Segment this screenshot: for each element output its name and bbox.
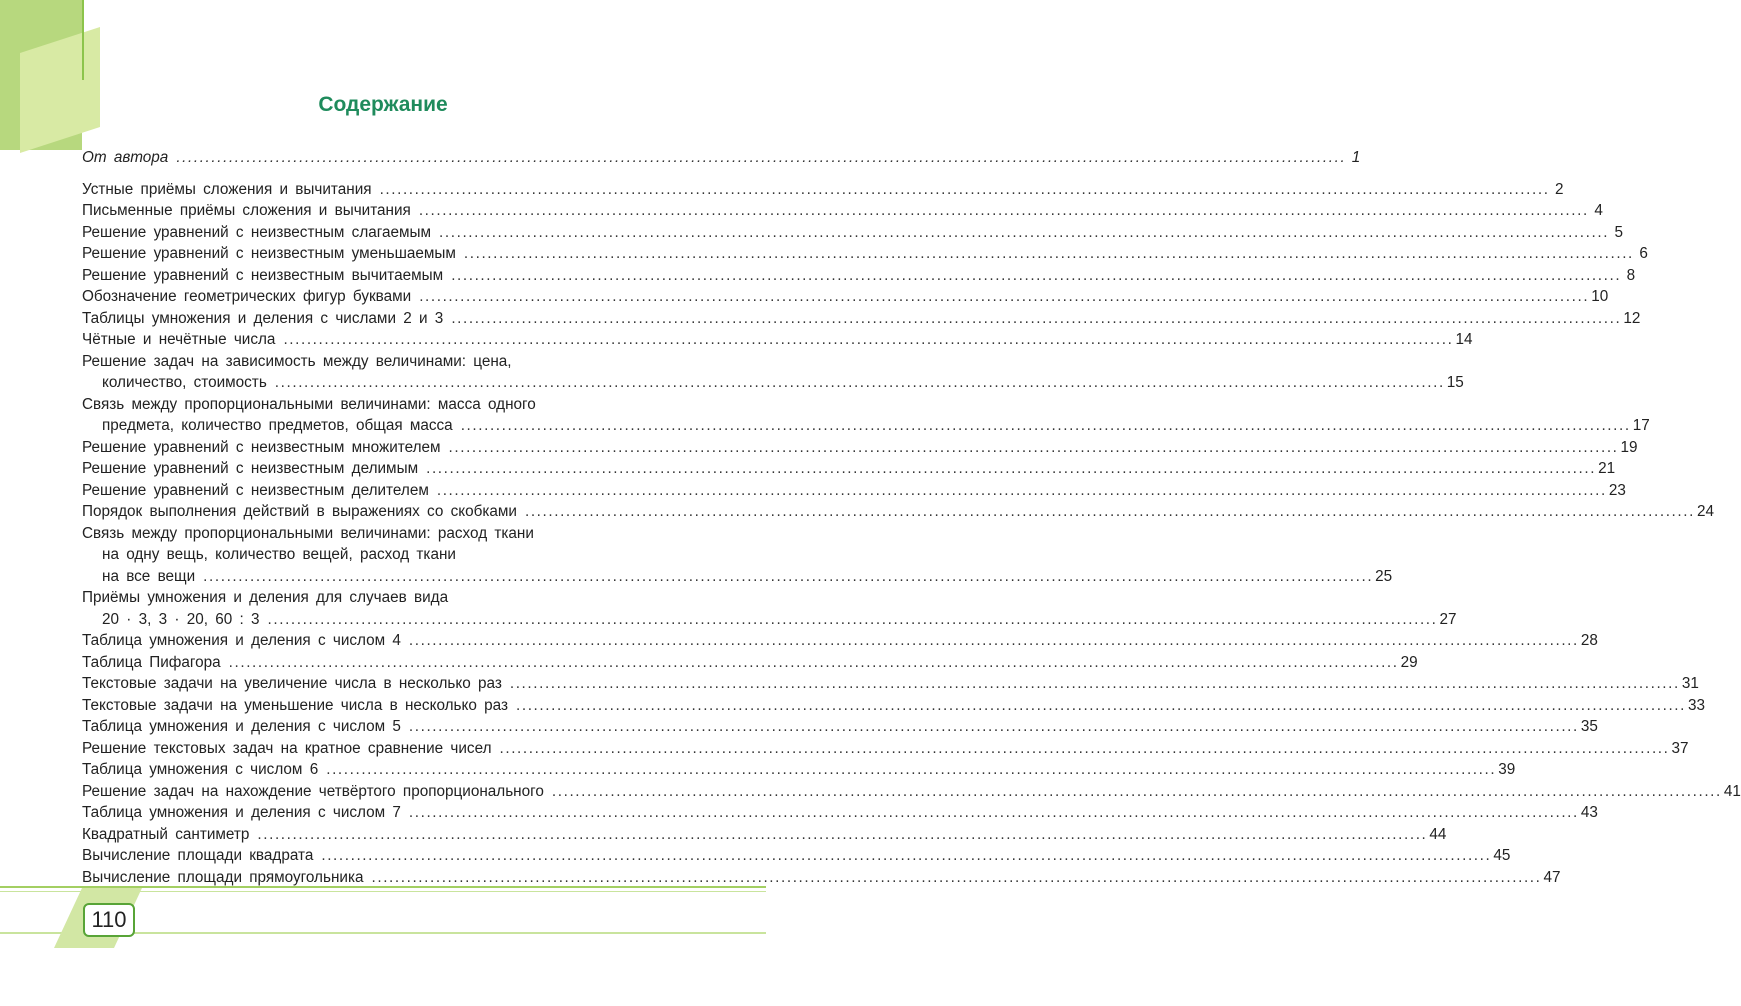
toc-entry[interactable]: [82, 329, 1473, 351]
toc-entry-line: Решение задач на зависимость между величинами: цена,: [82, 352, 512, 370]
toc-entry-row: [82, 824, 1447, 846]
toc-entry[interactable]: [82, 587, 1457, 630]
toc-entry-title: Чётные и нечётные числа: [82, 331, 276, 348]
toc-entry-title: Текстовые задачи на увеличение числа в несколько раз: [82, 675, 502, 692]
toc-entry-page: 31: [1681, 675, 1699, 692]
toc-leader-dots: ........................................................................................................................................................................................................: [460, 417, 1631, 434]
toc-leader-dots: ........................................................................................................................................................................................................: [499, 739, 1670, 757]
toc-entry[interactable]: [82, 781, 1741, 803]
toc-leader-dots: ........................................................................................................................................................................................................: [448, 438, 1619, 456]
toc-entry[interactable]: [82, 308, 1641, 330]
toc-entry[interactable]: [82, 437, 1638, 459]
page-number: 110: [83, 903, 135, 937]
toc-entry-page: 43: [1580, 804, 1598, 821]
toc-entry-row: [82, 738, 1689, 760]
toc-entry-row: [82, 695, 1706, 717]
toc-leader-dots: ........................................................................................................................................................................................................: [551, 782, 1722, 800]
toc-entry-row: [82, 329, 1473, 351]
toc-entry-title: Решение уравнений с неизвестным делимым: [82, 460, 419, 477]
toc-entry-row: [82, 437, 1638, 459]
toc-entry-title: Устные приёмы сложения и вычитания: [82, 180, 372, 198]
toc-leader-dots: ........................................................................................................................................................................................................: [326, 761, 1497, 778]
toc-entry-row: [82, 243, 1648, 265]
toc-entry[interactable]: [82, 759, 1516, 781]
toc-entry-title: предмета, количество предметов, общая масса: [102, 417, 453, 434]
toc-entry-row: [82, 781, 1741, 803]
toc-entry-title: Письменные приёмы сложения и вычитания: [82, 202, 411, 219]
toc-entry-page: 17: [1632, 417, 1650, 434]
toc-entry-page: 2: [1555, 180, 1564, 198]
toc-entry-page: 47: [1543, 868, 1561, 886]
toc-entry-page: 27: [1439, 610, 1457, 628]
toc-entry-title: Таблица умножения с числом 6: [82, 761, 319, 778]
toc-entry-page: 29: [1400, 653, 1418, 671]
toc-entry-title: Решение уравнений с неизвестным множителем: [82, 438, 441, 456]
toc-entry[interactable]: [82, 867, 1561, 889]
toc-entry[interactable]: [82, 716, 1598, 738]
toc-entry[interactable]: [82, 351, 1464, 394]
toc-leader-dots: ........................................................................................................................................................................................................: [451, 266, 1622, 284]
toc-entry-line: на одну вещь, количество вещей, расход ткани: [102, 546, 456, 563]
toc-entry[interactable]: [82, 265, 1636, 287]
toc-entry-title: Порядок выполнения действий в выражениях со скобками: [82, 503, 517, 520]
toc-entry-row: [82, 265, 1636, 287]
toc-entry-title: Таблицы умножения и деления с числами 2 и 3: [82, 309, 444, 327]
toc-leader-dots: ........................................................................................................................................................................................................: [257, 825, 1428, 843]
toc-entry-page: 37: [1671, 739, 1689, 757]
toc-leader-dots: ........................................................................................................................................................................................................: [463, 245, 1634, 262]
toc-entry-title: Решение уравнений с неизвестным вычитаемым: [82, 266, 444, 284]
toc-entry-title: Таблица Пифагора: [82, 653, 221, 671]
toc-entry-page: 24: [1696, 503, 1714, 520]
toc-entry[interactable]: [82, 200, 1603, 222]
toc-leader-dots: ........................................................................................................................................................................................................: [509, 675, 1680, 692]
toc-leader-dots: ........................................................................................................................................................................................................: [267, 610, 1438, 628]
toc-entry-row: [82, 716, 1598, 738]
toc-entry-row: [82, 630, 1598, 652]
toc-entry-page: 23: [1608, 481, 1626, 499]
toc-entry[interactable]: [82, 458, 1616, 480]
toc-entry-row: [82, 501, 1714, 523]
toc-entry[interactable]: [82, 480, 1626, 502]
toc-entry-title: Решение уравнений с неизвестным слагаемым: [82, 223, 432, 241]
toc-entry-row: [82, 415, 1650, 437]
toc-entry-page: 10: [1591, 288, 1609, 305]
toc-entry-line: Связь между пропорциональными величинами: масса одного: [82, 395, 536, 413]
toc-entry-row: [82, 845, 1511, 867]
toc-entry[interactable]: [82, 286, 1609, 308]
toc-entry-page: 4: [1594, 202, 1603, 219]
toc-entry-page: 1: [1351, 149, 1361, 166]
toc-entry-line: Связь между пропорциональными величинами: расход ткани: [82, 524, 534, 542]
toc-leader-dots: ........................................................................................................................................................................................................: [176, 149, 1347, 166]
toc-entry-title: количество, стоимость: [102, 374, 267, 391]
toc-entry[interactable]: [82, 652, 1418, 674]
toc-entry-title: Обозначение геометрических фигур буквами: [82, 288, 412, 305]
toc-entry-page: 44: [1429, 825, 1447, 843]
toc-entry-title: Вычисление площади квадрата: [82, 847, 314, 864]
toc-leader-dots: ........................................................................................................................................................................................................: [283, 331, 1454, 348]
toc-entry-page: 8: [1626, 266, 1636, 284]
table-of-contents: [82, 147, 1741, 888]
toc-leader-dots: ........................................................................................................................................................................................................: [516, 696, 1686, 714]
toc-entry-page: 14: [1455, 331, 1473, 348]
toc-leader-dots: ........................................................................................................................................................................................................: [524, 503, 1695, 520]
toc-leader-dots: ........................................................................................................................................................................................................: [321, 847, 1492, 864]
toc-leader-dots: ........................................................................................................................................................................................................: [408, 718, 1579, 735]
toc-entry-row: [82, 200, 1603, 222]
toc-leader-dots: ........................................................................................................................................................................................................: [408, 804, 1579, 821]
toc-entry[interactable]: [82, 501, 1714, 523]
toc-entry-page: 45: [1493, 847, 1511, 864]
toc-entry[interactable]: [82, 222, 1624, 244]
toc-entry-title: Таблица умножения и деления с числом 7: [82, 804, 401, 821]
toc-entry-page: 5: [1614, 223, 1624, 241]
toc-leader-dots: ........................................................................................................................................................................................................: [419, 288, 1590, 305]
toc-entry-title: Решение уравнений с неизвестным уменьшаемым: [82, 245, 456, 262]
toc-entry-page: 19: [1620, 438, 1638, 456]
toc-entry[interactable]: [82, 394, 1650, 437]
toc-leader-dots: ........................................................................................................................................................................................................: [274, 374, 1445, 391]
toc-entry-title: Решение текстовых задач на кратное сравнение чисел: [82, 739, 492, 757]
toc-entry[interactable]: [82, 179, 1564, 201]
toc-entry-page: 28: [1580, 632, 1598, 649]
toc-entry-title: Решение уравнений с неизвестным делителем: [82, 481, 429, 499]
toc-leader-dots: ........................................................................................................................................................................................................: [371, 868, 1542, 886]
toc-entry-row: [82, 480, 1626, 502]
toc-entry-row: [82, 652, 1418, 674]
toc-entry[interactable]: [82, 673, 1699, 695]
toc-entry[interactable]: [82, 243, 1648, 265]
toc-entry[interactable]: [82, 802, 1598, 824]
toc-entry-page: 41: [1723, 782, 1741, 800]
toc-entry-title: на все вещи: [102, 567, 196, 585]
toc-entry[interactable]: [82, 695, 1706, 717]
toc-entry-page: 6: [1639, 245, 1648, 262]
toc-entry-row: [82, 802, 1598, 824]
toc-entry-row: [82, 308, 1641, 330]
toc-leader-dots: ........................................................................................................................................................................................................: [379, 180, 1550, 198]
toc-entry-page: 39: [1498, 761, 1516, 778]
toc-entry-page: 12: [1623, 309, 1641, 327]
toc-entry[interactable]: [82, 523, 1393, 588]
toc-leader-dots: ........................................................................................................................................................................................................: [451, 309, 1622, 327]
toc-entry-line: Приёмы умножения и деления для случаев вида: [82, 589, 449, 606]
toc-entry-title: Вычисление площади прямоугольника: [82, 868, 364, 886]
page-title: Содержание: [318, 93, 448, 116]
toc-entry[interactable]: [82, 845, 1511, 867]
toc-entry-row: [82, 458, 1616, 480]
toc-leader-dots: ........................................................................................................................................................................................................: [439, 223, 1610, 241]
toc-entry-title: Решение задач на нахождение четвёртого пропорционального: [82, 782, 544, 800]
toc-entry-title: От автора: [82, 149, 169, 166]
corner-decoration: [0, 0, 100, 150]
toc-entry-title: Таблица умножения и деления с числом 5: [82, 718, 401, 735]
toc-entry-row: [82, 609, 1457, 631]
toc-entry-row: [82, 867, 1561, 889]
toc-entry-row: [82, 222, 1624, 244]
toc-entry-row: [82, 179, 1564, 201]
toc-entry-row: [82, 372, 1464, 394]
toc-entry-title: Квадратный сантиметр: [82, 825, 250, 843]
toc-entry[interactable]: [82, 738, 1689, 760]
toc-entry-page: 35: [1580, 718, 1598, 735]
toc-entry-page: 25: [1375, 567, 1393, 585]
toc-entry-page: 15: [1446, 374, 1464, 391]
toc-leader-dots: ........................................................................................................................................................................................................: [426, 460, 1597, 477]
toc-leader-dots: ........................................................................................................................................................................................................: [408, 632, 1579, 649]
toc-entry[interactable]: [82, 630, 1598, 652]
top-rule: [82, 0, 84, 80]
toc-leader-dots: ........................................................................................................................................................................................................: [228, 653, 1399, 671]
toc-entry-title: 20 · 3, 3 · 20, 60 : 3: [102, 610, 260, 628]
toc-entry-page: 21: [1598, 460, 1616, 477]
toc-leader-dots: ........................................................................................................................................................................................................: [203, 567, 1374, 585]
toc-entry-row: [82, 673, 1699, 695]
toc-entry-page: 33: [1688, 696, 1706, 714]
toc-leader-dots: ........................................................................................................................................................................................................: [418, 202, 1589, 219]
toc-leader-dots: ........................................................................................................................................................................................................: [436, 481, 1607, 499]
toc-entry-row: [82, 566, 1393, 588]
toc-entry-title: Таблица умножения и деления с числом 4: [82, 632, 401, 649]
toc-entry-row: [82, 286, 1609, 308]
toc-entry[interactable]: [82, 824, 1447, 846]
toc-entry-title: Текстовые задачи на уменьшение числа в несколько раз: [82, 696, 508, 714]
toc-entry-row: [82, 759, 1516, 781]
toc-entry-intro[interactable]: [82, 147, 1361, 169]
